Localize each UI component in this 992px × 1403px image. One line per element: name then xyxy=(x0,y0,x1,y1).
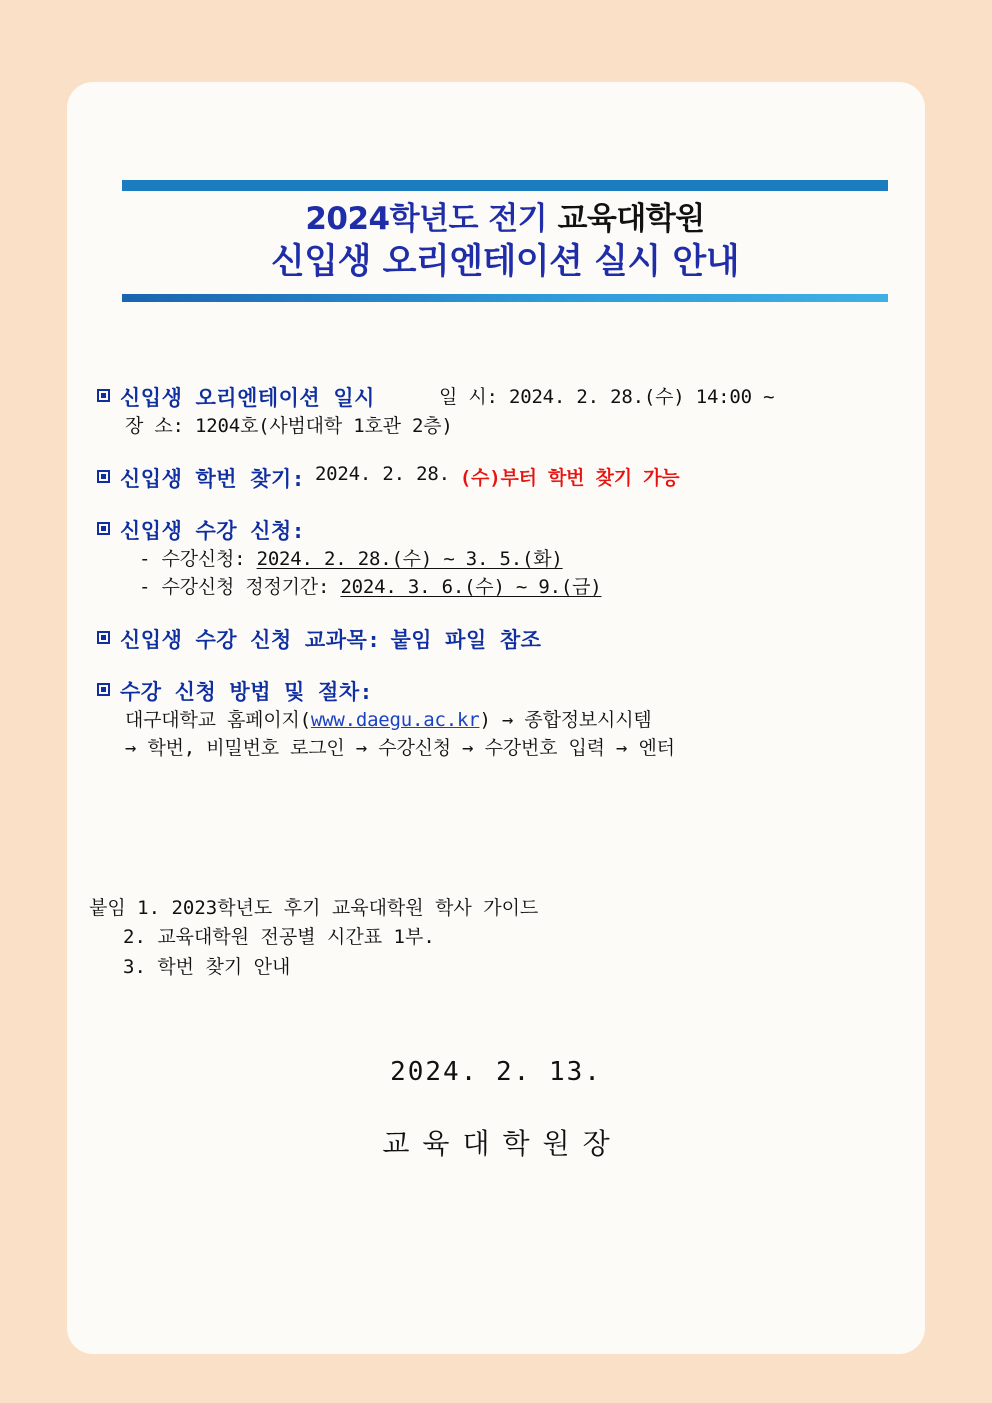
method-line-2: → 학번, 비밀번호 로그인 → 수강신청 → 수강번호 입력 → 엔터 xyxy=(125,737,675,759)
title-lines xyxy=(122,191,888,291)
item-orientation-datetime xyxy=(97,382,897,441)
item-label: 신입생 수강 신청 교과목: xyxy=(120,627,381,652)
registration-period-value: 2024. 2. 28.(수) ~ 3. 5.(화) xyxy=(256,547,563,570)
square-bullet-icon xyxy=(97,631,110,644)
document-page xyxy=(67,82,925,1354)
item-inline-detail: 붙임 파일 참조 xyxy=(390,627,542,652)
item-student-id-lookup xyxy=(97,463,897,493)
document-date: 2024. 2. 13. xyxy=(390,1057,602,1087)
item-head xyxy=(97,624,897,654)
item-label: 수강 신청 방법 및 절차: xyxy=(120,679,373,704)
item-registration-method xyxy=(97,676,897,763)
attachment-line-3: 3. 학번 찾기 안내 xyxy=(123,955,291,978)
item-label: 신입생 수강 신청: xyxy=(120,518,305,543)
title-line-1-blue: 2024학년도 전기 xyxy=(305,201,548,237)
title-rule-bottom xyxy=(122,294,888,302)
attachment-line-1: 붙임 1. 2023학년도 후기 교육대학원 학사 가이드 xyxy=(89,897,539,919)
title-line-1 xyxy=(122,200,888,240)
item-detail-plain: 2024. 2. 28. xyxy=(314,462,450,485)
document-sheet xyxy=(67,82,925,1354)
item-inline-detail: 일 시: 2024. 2. 28.(수) 14:00 ~ xyxy=(438,386,775,408)
title-block xyxy=(122,180,888,302)
square-bullet-icon xyxy=(97,470,110,483)
square-bullet-icon xyxy=(97,522,110,535)
item-head xyxy=(97,515,897,545)
title-line-1-black: 교육대학원 xyxy=(557,201,705,237)
item-label: 신입생 오리엔테이션 일시 xyxy=(120,386,375,410)
registration-correction-value: 2024. 3. 6.(수) ~ 9.(금) xyxy=(340,576,602,598)
item-label: 신입생 학번 찾기: xyxy=(120,466,305,491)
method-line-1-suffix: ) → 종합정보시시템 xyxy=(479,708,652,731)
item-course-registration xyxy=(97,515,897,602)
registration-correction-prefix: - 수강신청 정정기간: xyxy=(139,576,341,598)
item-head xyxy=(97,676,897,706)
daegu-university-link[interactable]: www.daegu.ac.kr xyxy=(310,708,480,731)
item-detail-highlight: (수)부터 학번 찾기 가능 xyxy=(459,466,680,489)
attachment-line-2: 2. 교육대학원 전공별 시간표 1부. xyxy=(123,926,435,949)
square-bullet-icon xyxy=(97,389,110,402)
item-head xyxy=(97,382,897,412)
method-line-1-prefix: 대구대학교 홈페이지( xyxy=(125,708,311,731)
document-signature: 교육대학원장 xyxy=(382,1127,623,1160)
body-block xyxy=(97,382,897,785)
item-location-line: 장 소: 1204호(사범대학 1호관 2층) xyxy=(125,415,453,437)
attachments-block xyxy=(89,894,889,982)
registration-correction-line xyxy=(139,573,897,602)
item-course-subjects xyxy=(97,624,897,654)
registration-period-prefix: - 수강신청: xyxy=(139,547,257,570)
square-bullet-icon xyxy=(97,683,110,696)
method-line-1 xyxy=(125,706,897,735)
registration-period-line xyxy=(139,545,897,574)
title-line-2: 신입생 오리엔테이션 실시 안내 xyxy=(270,241,740,282)
title-rule-top xyxy=(122,180,888,191)
item-head xyxy=(97,463,897,493)
